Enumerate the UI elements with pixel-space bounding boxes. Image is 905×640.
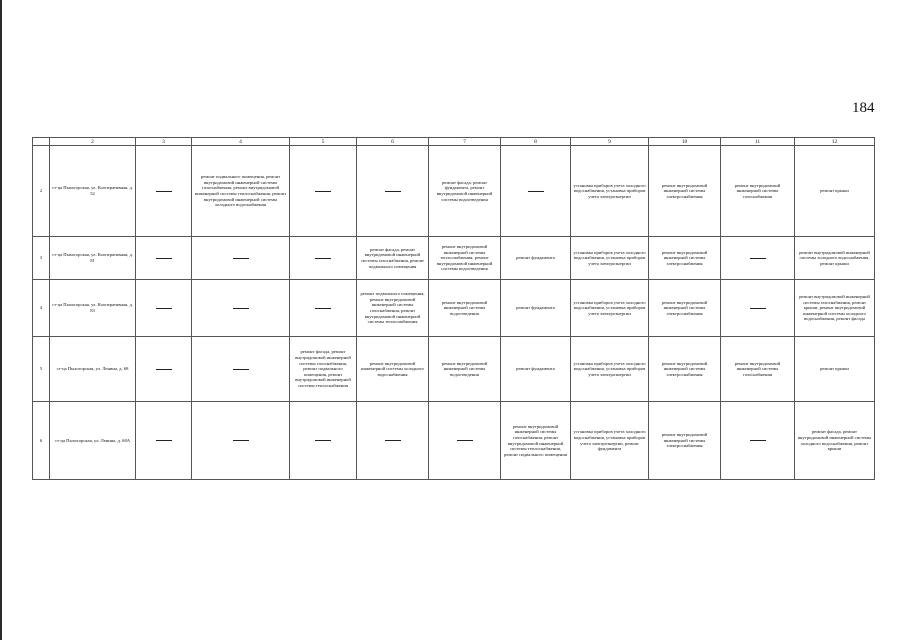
column-number: 11 (721, 138, 795, 146)
column-number (33, 138, 50, 146)
work-cell-7 (429, 402, 501, 480)
work-cell-6: ремонт фасада, ремонт внутридомовой инженерной системы газоснабжения, ремонт подвального помещения (357, 237, 429, 280)
column-number-row (33, 138, 875, 146)
work-cell-3 (136, 337, 192, 402)
work-cell-12: ремонт внутридомовой инженерной системы газоснабжения, ремонт крыши, ремонт внутридомовой инженерной системы холодного водоснабжения, ремонт фасада (795, 280, 875, 337)
address-cell: ст-ца Пыхогорская, ул. Ленина, д. 68 (50, 337, 136, 402)
page-number: 184 (852, 100, 875, 116)
column-number: 12 (795, 138, 875, 146)
work-cell-4 (192, 337, 290, 402)
empty-dash-mark (233, 258, 249, 259)
work-cell-8: ремонт фундамента (501, 337, 571, 402)
empty-dash-mark (156, 308, 172, 309)
table-row (33, 146, 875, 237)
work-cell-4 (192, 237, 290, 280)
table-row (33, 337, 875, 402)
work-cell-5 (290, 146, 357, 237)
empty-dash-mark (750, 258, 766, 259)
column-number: 7 (429, 138, 501, 146)
work-cell-11: ремонт внутридомовой инженерной системы газоснабжения (721, 337, 795, 402)
work-cell-8 (501, 146, 571, 237)
table-row (33, 237, 875, 280)
address-cell: ст-ца Пыхогорская, ул. Кооперативная, д. 52 (50, 146, 136, 237)
work-cell-4: ремонт подвального помещения, ремонт внутридомовой инженерной системы газоснабжения, ремонт внутридомовой инженерной системы теплоснабжения, ремонт внутридомовой инженерной системы холодного водоснабжения (192, 146, 290, 237)
empty-dash-mark (750, 440, 766, 441)
empty-dash-mark (315, 191, 331, 192)
address-cell: ст-ца Пыхогорская, ул. Кооперативная, д. 83 (50, 280, 136, 337)
work-cell-5 (290, 280, 357, 337)
work-cell-8: ремонт внутридомовой инженерной системы газоснабжения, ремонт внутридомовой инженерной системы теплоснабжения, ремонт подвального помещения (501, 402, 571, 480)
empty-dash-mark (233, 369, 249, 370)
work-cell-10: ремонт внутридомовой инженерной системы электроснабжения (649, 337, 721, 402)
work-cell-5: ремонт фасада, ремонт внутридомовой инженерной системы газоснабжения, ремонт подвального помещения, ремонт внутридомовой инженерной системы теплоснабжения (290, 337, 357, 402)
empty-dash-mark (156, 258, 172, 259)
work-cell-11 (721, 402, 795, 480)
work-cell-3 (136, 402, 192, 480)
column-number: 9 (571, 138, 649, 146)
row-number-cell: 3 (33, 237, 50, 280)
work-cell-9: установка приборов учета холодного водоснабжения, установка приборов учета электроэнергии (571, 280, 649, 337)
empty-dash-mark (315, 258, 331, 259)
empty-dash-mark (315, 440, 331, 441)
empty-dash-mark (457, 440, 473, 441)
page-edge-rule (0, 0, 2, 640)
empty-dash-mark (233, 308, 249, 309)
empty-dash-mark (156, 191, 172, 192)
column-number: 2 (50, 138, 136, 146)
work-cell-6 (357, 146, 429, 237)
row-number-cell: 4 (33, 280, 50, 337)
table-row (33, 280, 875, 337)
work-cell-8: ремонт фундамента (501, 280, 571, 337)
row-number-cell: 6 (33, 402, 50, 480)
column-number: 8 (501, 138, 571, 146)
work-cell-3 (136, 237, 192, 280)
row-number-cell: 2 (33, 146, 50, 237)
work-cell-4 (192, 402, 290, 480)
work-cell-9: установка приборов учета холодного водоснабжения, установка приборов учета электроэнергии, ремонт фундамента (571, 402, 649, 480)
work-cell-12: ремонт внутридомовой инженерной системы холодного водоснабжения, ремонт крыши (795, 237, 875, 280)
empty-dash-mark (750, 308, 766, 309)
row-number-cell: 5 (33, 337, 50, 402)
work-cell-12: ремонт крыши (795, 337, 875, 402)
empty-dash-mark (315, 308, 331, 309)
work-cell-3 (136, 280, 192, 337)
work-cell-6: ремонт подвального помещения, ремонт внутридомовой инженерной системы газоснабжения, ремонт внутридомовой инженерной системы теплоснабжения (357, 280, 429, 337)
work-cell-7: ремонт внутридомовой инженерной системы водоотведения (429, 280, 501, 337)
work-cell-3 (136, 146, 192, 237)
work-cell-9: установка приборов учета холодного водоснабжения, установка приборов учета электроэнергии (571, 337, 649, 402)
work-cell-5 (290, 237, 357, 280)
column-number: 4 (192, 138, 290, 146)
work-cell-7: ремонт внутридомовой инженерной системы теплоснабжения, ремонт внутридомовой инженерной системы водоотведения (429, 237, 501, 280)
empty-dash-mark (156, 440, 172, 441)
empty-dash-mark (385, 191, 401, 192)
work-cell-10: ремонт внутридомовой инженерной системы электроснабжения (649, 237, 721, 280)
repair-schedule-table (32, 137, 875, 480)
work-cell-5 (290, 402, 357, 480)
empty-dash-mark (156, 369, 172, 370)
work-cell-11 (721, 237, 795, 280)
work-cell-6: ремонт внутридомовой инженерной системы холодного водоснабжения (357, 337, 429, 402)
work-cell-12: ремонт фасада, ремонт внутридомовой инженерной системы холодного водоснабжения, ремонт крыши (795, 402, 875, 480)
work-cell-7: ремонт внутридомовой инженерной системы водоотведения (429, 337, 501, 402)
address-cell: ст-ца Пыхогорская, ул. Ленина, д. 68А (50, 402, 136, 480)
work-cell-10: ремонт внутридомовой инженерной системы электроснабжения (649, 280, 721, 337)
work-cell-9: установка приборов учета холодного водоснабжения, установка приборов учета электроэнергии (571, 146, 649, 237)
work-cell-6 (357, 402, 429, 480)
work-cell-11 (721, 280, 795, 337)
address-cell: ст-ца Пыхогорская, ул. Кооперативная, д. 81 (50, 237, 136, 280)
work-cell-10: ремонт внутридомовой инженерной системы электроснабжения (649, 146, 721, 237)
empty-dash-mark (233, 440, 249, 441)
work-cell-10: ремонт внутридомовой инженерной системы электроснабжения (649, 402, 721, 480)
column-number: 5 (290, 138, 357, 146)
empty-dash-mark (528, 191, 544, 192)
table-row (33, 402, 875, 480)
column-number: 3 (136, 138, 192, 146)
work-cell-11: ремонт внутридомовой инженерной системы газоснабжения (721, 146, 795, 237)
work-cell-7: ремонт фасада, ремонт фундамента, ремонт внутридомовой инженерной системы водоотведения (429, 146, 501, 237)
work-cell-4 (192, 280, 290, 337)
column-number: 10 (649, 138, 721, 146)
work-cell-12: ремонт крыши (795, 146, 875, 237)
work-cell-8: ремонт фундамента (501, 237, 571, 280)
work-cell-9: установка приборов учета холодного водоснабжения, установка приборов учета электроэнергии (571, 237, 649, 280)
empty-dash-mark (385, 440, 401, 441)
column-number: 6 (357, 138, 429, 146)
